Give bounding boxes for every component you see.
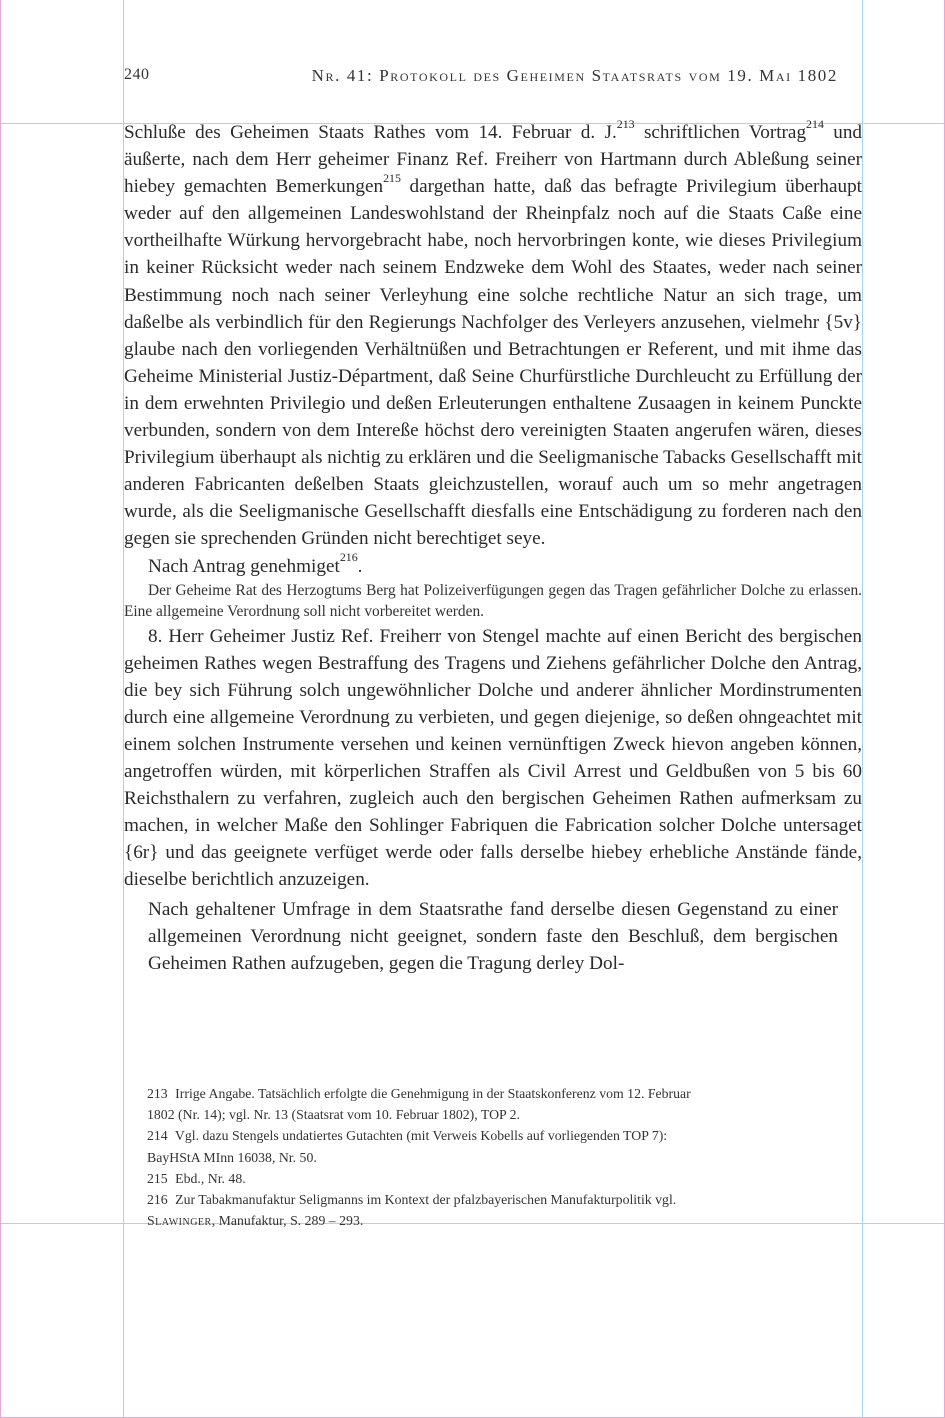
footnote-number: 213: [147, 1086, 168, 1101]
footnote-author: Slawinger: [147, 1213, 212, 1229]
footnote-213: [147, 1083, 707, 1125]
decision-end: .: [357, 555, 363, 577]
text-span: Schluße des Geheimen Staats Rathes vom 14. Februar d. J.: [124, 122, 617, 143]
text-span: schriftlichen Vortrag: [634, 122, 807, 143]
footnote-text: Vgl. dazu Stengels undatiertes Gutachten (mit Verweis Kobells auf vorliegenden TOP 7): BayHStA MInn 16038, Nr. 50.: [147, 1128, 668, 1165]
footnote-number: 215: [147, 1170, 168, 1186]
item-summary: Der Geheime Rat des Herzogtums Berg hat Polizeiverfügungen gegen das Tragen gefährlicher Dolche zu erlassen. Eine allgemeine Verordnung soll nicht vorbereitet werden.: [124, 581, 862, 621]
footnote-text: Zur Tabakmanufaktur Seligmanns im Kontext der pfalzbayerischen Manufakturpolitik vgl.: [175, 1192, 677, 1208]
paragraph-1: [124, 116, 863, 553]
footnote-ref-214[interactable]: 214: [806, 116, 824, 131]
page-edge-left: [0, 0, 1, 1418]
decision-1: [124, 550, 862, 580]
footnote-216: [147, 1189, 707, 1231]
footnote-text: Ebd., Nr. 48.: [175, 1170, 246, 1186]
footnote-215: [147, 1168, 707, 1189]
running-title: Nr. 41: Protokoll des Geheimen Staatsrats vom 19. Mai 1802: [311, 66, 838, 85]
footnote-ref-216[interactable]: 216: [339, 550, 358, 565]
paragraph-3: Nach gehaltener Umfrage in dem Staatsrathe fand derselbe diesen Gegenstand zu einer allgemeinen Verordnung nicht geeignet, sondern faste den Beschluß, dem bergischen Geheimen Rathen aufzugeben, gegen die Tragung derley Dol-: [148, 898, 838, 974]
footnote-ref-215[interactable]: 215: [383, 170, 401, 185]
text-span: und äußerte, nach dem Herr geheimer Finanz Ref. Freiherr von Hartmann durch Ableßung seiner hiebey gemachten Bemerkungen: [124, 122, 863, 198]
paragraph-2: 8. Herr Geheimer Justiz Ref. Freiherr von Stengel machte auf einen Bericht des bergischen geheimen Rathes wegen Bestraffung des Tragens und Ziehens gefährlicher Dolche den Antrag, die bey sich Führung solch ungewöhnlicher Dolche und anderer ähnlicher Mordinstrumenten durch eine allgemeine Verordnung zu verbieten, und gegen diejenige, so deßen ohngeachtet mit einem solchen Instrumente versehen und keinen vernünftigen Zweck hievon angeben können, angetroffen würden, mit körperlichen Straffen als Civil Arrest und Geldbußen von 5 bis 60 Reichsthalern zu verfahren, zugleich auch den bergischen Geheimen Rathen aufmerksam zu machen, in welcher Maße den Sohlinger Fabriquen die Fabrication solcher Dolche untersaget {6r} und das geeignete verfüget werde oder falls derselbe hiebey erhebliche Anstände fände, dieselbe berichtlich anzuzeigen.: [124, 625, 862, 891]
footnote-number: 214: [147, 1128, 168, 1144]
page-number: 240: [124, 66, 150, 83]
text-span: dargethan hatte, daß das befragte Privilegium überhaupt weder auf den allgemeinen Landeswohlstand der Rheinpfalz noch auf die Staats Caße eine vortheilhafte Würkung hervorgebracht habe, noch hervorbringen konte, wie dieses Privilegium in keiner Rücksicht weder nach seinem Endzweke dem Wohl des Staates, weder nach seiner Bestimmung noch nach seiner Verleyhung eine solche rechtliche Natur an sich trage, um daßelbe als verbindlich für den Regierungs Nachfolger des Verleyers anzusehen, vielmehr {5v} glaube nach den vorliegenden Verhältnüßen und Betrachtungen er Referent, und mit ihme das Geheime Ministerial Justiz-Départment, daß Seine Churfürstliche Durchleucht zu Erfüllung der in dem erwehnten Privilegio und deßen Erleuterungen enthaltene Zusaagen in keinem Punckte verbunden, sondern von dem Intereße höchst dero vereinigten Staaten angerufen wären, dieses Privilegium überhaupt als nichtig zu erklären und die Seeligmanische Tabacks Gesellschafft mit anderen Fabricanten deßelben Staats gleichzustellen, worauf auch um so mehr angetragen wurde, als die Seeligmanische Gesellschafft diesfalls eine Entschädigung zu forderen nach den gegen sie sprechenden Gründen nicht berechtiget seye.: [124, 176, 862, 550]
main-text: [124, 116, 863, 977]
footnote-text: Irrige Angabe. Tatsächlich erfolgte die Genehmigung in der Staatskonferenz vom 12. Februar 1802 (Nr. 14); vgl. Nr. 13 (Staatsrat vom 10. Februar 1802), TOP 2.: [147, 1086, 691, 1123]
footnotes: [147, 1083, 707, 1231]
guide-right-margin: [862, 0, 863, 1418]
footnote-214: [147, 1125, 707, 1167]
decision-text: Nach Antrag genehmiget: [148, 555, 340, 577]
footnote-ref-213[interactable]: 213: [616, 116, 635, 131]
footnote-number: 216: [147, 1192, 168, 1208]
footnote-text: , Manufaktur, S. 289 – 293.: [211, 1213, 364, 1229]
page-header: [124, 64, 838, 88]
